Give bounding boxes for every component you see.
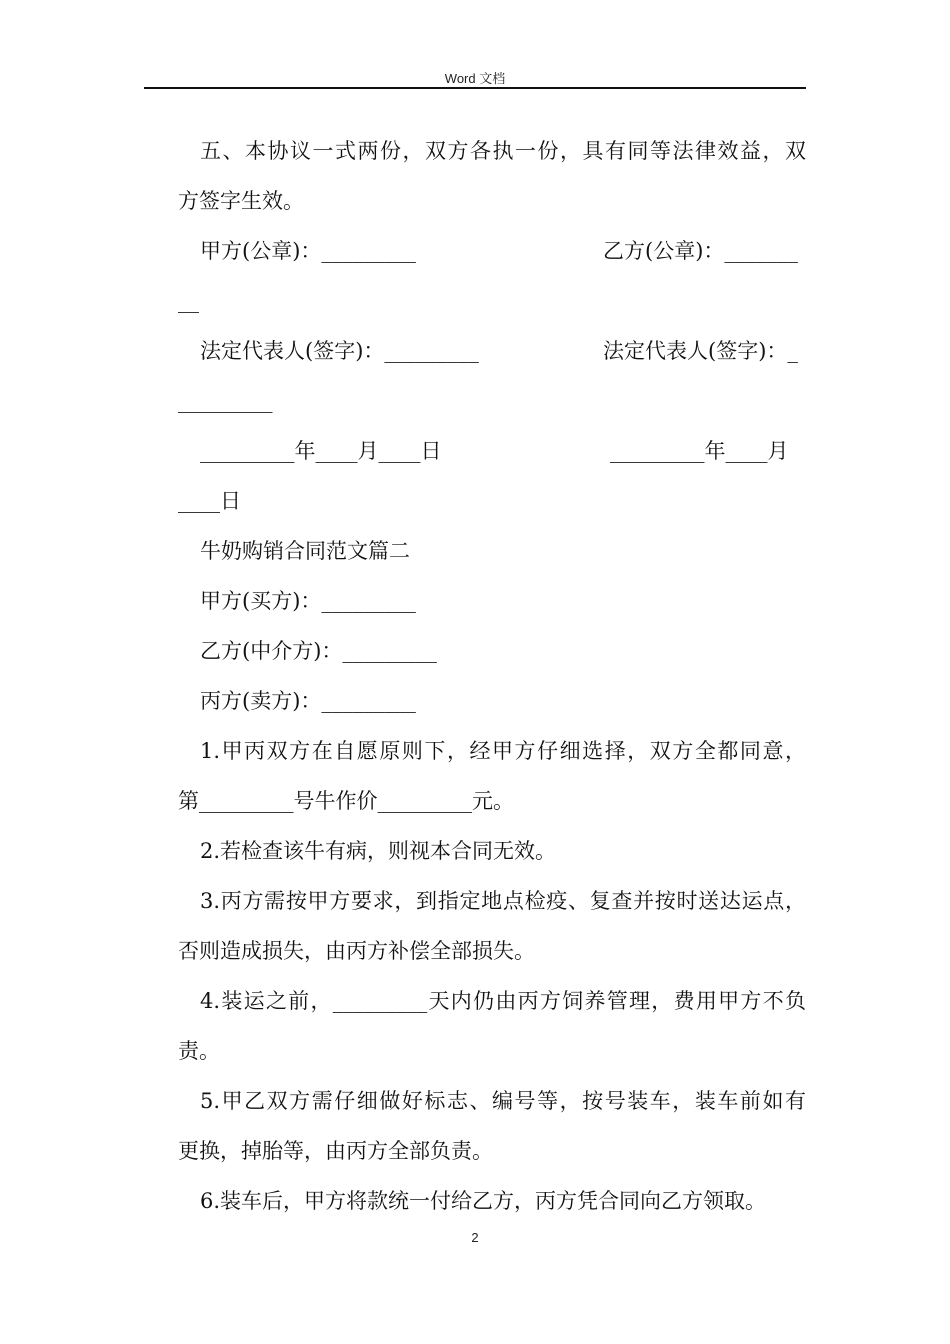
clause-2: 2.若检查该牛有病，则视本合同无效。	[200, 839, 557, 863]
paragraph-line: _________	[178, 389, 273, 413]
header-title: Word 文档	[444, 71, 506, 86]
paragraph-line: 方签字生效。	[178, 189, 304, 213]
party-a-date: _________年____月____日	[200, 439, 442, 463]
paragraph-line: 责。	[178, 1039, 220, 1063]
party-b-representative: 法定代表人(签字)：_	[603, 339, 798, 363]
page-number: 2	[471, 1230, 479, 1245]
clause-3: 3.丙方需按甲方要求，到指定地点检疫、复查并按时送达运点，	[200, 889, 806, 913]
clause-4: 4.装运之前，_________天内仍由丙方饲养管理，费用甲方不负	[200, 989, 806, 1013]
representative-line	[200, 336, 806, 366]
clause-5: 5.甲乙双方需仔细做好标志、编号等，按号装车，装车前如有	[200, 1089, 806, 1113]
paragraph-line: 五、本协议一式两份，双方各执一份，具有同等法律效益，双	[200, 139, 806, 163]
clause-6: 6.装车后，甲方将款统一付给乙方，丙方凭合同向乙方领取。	[200, 1189, 767, 1213]
paragraph-line: __	[178, 289, 199, 313]
party-b-seal: 乙方(公章)：_______	[603, 239, 798, 263]
party-agent: 乙方(中介方)：_________	[200, 639, 437, 663]
party-a-seal: 甲方(公章)：_________	[200, 239, 416, 263]
clause-1: 1.甲丙双方在自愿原则下，经甲方仔细选择，双方全都同意，	[200, 739, 806, 763]
paragraph-line: 更换，掉胎等，由丙方全部负责。	[178, 1139, 493, 1163]
paragraph-line: ____日	[178, 489, 241, 513]
paragraph-line: 否则造成损失，由丙方补偿全部损失。	[178, 939, 535, 963]
party-a-seal-line	[200, 236, 806, 266]
date-line	[200, 436, 806, 466]
section-title: 牛奶购销合同范文篇二	[200, 539, 410, 563]
party-buyer: 甲方(买方)：_________	[200, 589, 416, 613]
paragraph-line: 第_________号牛作价_________元。	[178, 789, 514, 813]
party-b-date: _________年____月	[610, 439, 789, 463]
party-a-representative: 法定代表人(签字)：_________	[200, 339, 479, 363]
party-seller: 丙方(卖方)：_________	[200, 689, 416, 713]
